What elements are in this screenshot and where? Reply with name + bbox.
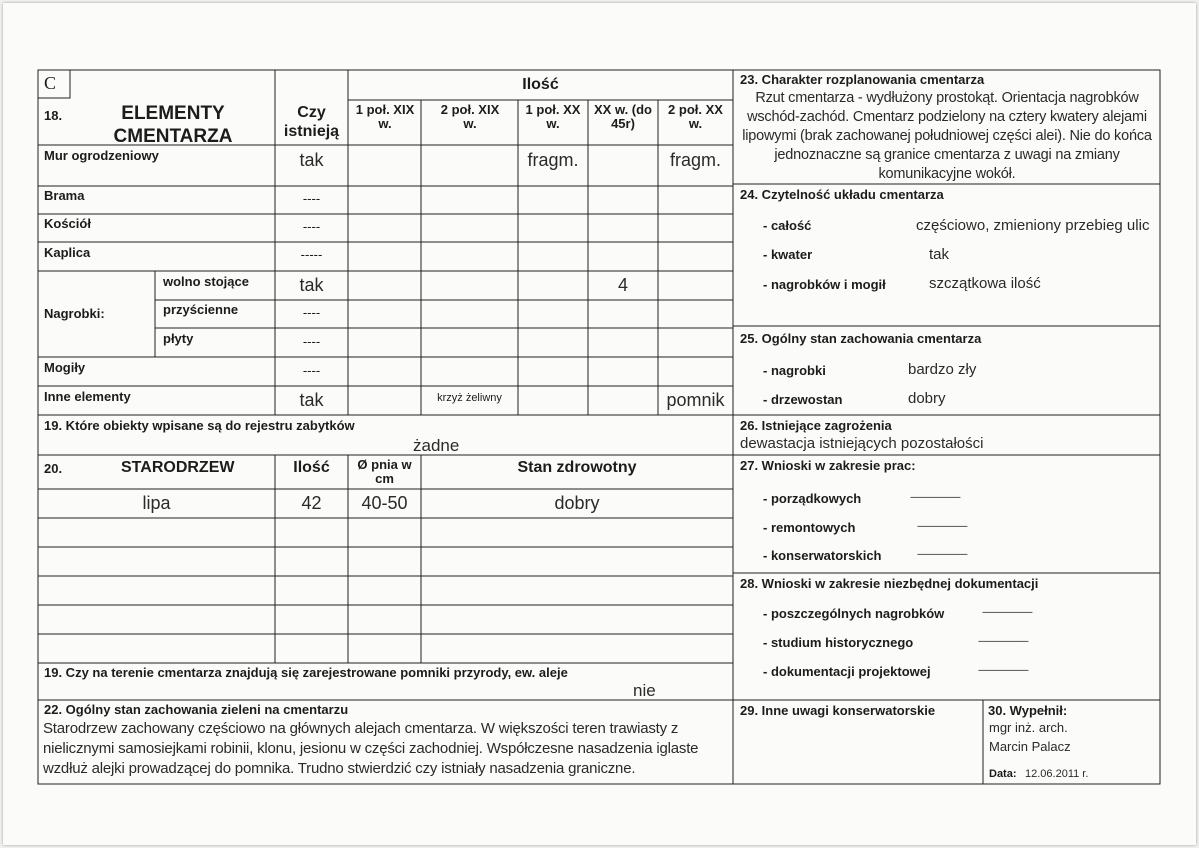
row-exists: ---- — [302, 334, 321, 349]
row-value: krzyż żeliwny — [437, 392, 502, 404]
form-sheet — [3, 3, 1196, 845]
tree-health: dobry — [554, 493, 600, 513]
greenery-state-label: 22. Ogólny stan zachowania zieleni na cmentarzu — [44, 702, 349, 717]
row-exists: tak — [299, 150, 324, 170]
documentation-label: 28. Wnioski w zakresie niezbędnej dokumentacji — [740, 576, 1039, 591]
tree-count: 42 — [301, 493, 322, 513]
documentation-item-value: ------------------------- — [982, 607, 1032, 617]
documentation-item-value: ------------------------- — [978, 665, 1028, 675]
row-exists: ----- — [300, 247, 323, 262]
row-label: wolno stojące — [163, 274, 249, 289]
cemetery-state-item-value: dobry — [908, 390, 946, 407]
documentation-item-label: - poszczególnych nagrobków — [763, 606, 945, 621]
layout-character-label: 23. Charakter rozplanowania cmentarza — [740, 72, 985, 87]
row-label: Inne elementy — [44, 389, 131, 404]
row-exists: ---- — [302, 191, 321, 206]
readability-item-label: - całość — [763, 218, 812, 233]
works-item-label: - remontowych — [763, 520, 856, 535]
greenery-state-text: Starodrzew zachowany częściowo na głównych alejach cmentarza. W większości teren trawiasty z nielicznymi samosiejkami robinii, klonu, jesionu w części zachodniej. Współczesne nasadzenia iglaste wzdłuż alejki prowadzącej do pomnika. Trudno stwierdzić czy istniały nasadzenia graniczne. — [43, 720, 699, 777]
row-label: płyty — [163, 331, 194, 346]
filled-by-title: mgr inż. arch. — [989, 720, 1068, 735]
documentation-item-label: - studium historycznego — [763, 635, 914, 650]
readability-item-label: - nagrobków i mogił — [763, 277, 886, 292]
cemetery-state-item-value: bardzo zły — [908, 361, 977, 378]
row-label: Mogiły — [44, 360, 86, 375]
works-item-value: ------------------------- — [917, 521, 967, 531]
row-label: Kaplica — [44, 245, 91, 260]
works-item-label: - porządkowych — [763, 491, 862, 506]
works-item-label: - konserwatorskich — [763, 548, 882, 563]
row-value: pomnik — [666, 390, 725, 410]
cemetery-state-item-label: - drzewostan — [763, 392, 843, 407]
tree-diameter: 40-50 — [361, 493, 408, 513]
readability-item-value: tak — [929, 246, 950, 263]
works-conclusions-label: 27. Wnioski w zakresie prac: — [740, 458, 916, 473]
works-item-value: ------------------------- — [917, 549, 967, 559]
registry-question: 19. Które obiekty wpisane są do rejestru zabytków — [44, 418, 355, 433]
readability-item-label: - kwater — [763, 247, 813, 262]
threats-value: dewastacja istniejących pozostałości — [740, 435, 984, 452]
row-label: Brama — [44, 188, 85, 203]
row-exists: ---- — [302, 219, 321, 234]
form-letter: C — [44, 73, 57, 93]
date-value: 12.06.2011 r. — [1025, 768, 1089, 780]
conservation-notes-label: 29. Inne uwagi konserwatorskie — [740, 703, 936, 718]
readability-item-value: częściowo, zmieniony przebieg ulic — [916, 217, 1150, 234]
row-value: fragm. — [669, 150, 721, 170]
tree-species: lipa — [142, 493, 171, 513]
layout-character-text: Rzut cmentarza - wydłużony prostokąt. Orientacja nagrobków wschód-zachód. Cmentarz podzielony na cztery kwatery alejami lipowymi (brak zachowanej południowej części alei). Nie do końca jednoznaczne są granice cmentarza z uwagi na zmiany komunikacyjne wokół. — [742, 90, 1152, 182]
filled-by-name: Marcin Palacz — [989, 739, 1071, 754]
section20-title: STARODRZEW — [121, 459, 235, 476]
nature-monuments-question: 19. Czy na terenie cmentarza znajdują się zarejestrowane pomniki przyrody, ew. aleje — [44, 665, 568, 680]
period-header: 2 poł. XIX w. — [440, 102, 500, 132]
registry-answer: żadne — [413, 436, 460, 455]
works-item-value: ------------------------- — [910, 492, 960, 502]
row-exists: tak — [299, 390, 324, 410]
row-exists: tak — [299, 275, 324, 295]
health-header: Stan zdrowotny — [517, 459, 637, 476]
readability-item-value: szczątkowa ilość — [929, 275, 1041, 292]
period-header: 1 poł. XIX w. — [355, 102, 415, 132]
nature-monuments-answer: nie — [633, 681, 656, 700]
section18-number: 18. — [44, 108, 63, 123]
period-header: XX w. (do 45r) — [593, 102, 653, 132]
row-label: przyścienne — [163, 302, 239, 317]
row-value: fragm. — [527, 150, 579, 170]
filled-by-label: 30. Wypełnił: — [988, 703, 1068, 718]
threats-label: 26. Istniejące zagrożenia — [740, 418, 892, 433]
quantity-header: Ilość — [522, 76, 559, 93]
row-value: 4 — [617, 275, 628, 295]
row-exists: ---- — [302, 305, 321, 320]
section18-title: ELEMENTY CMENTARZA — [113, 103, 233, 147]
cemetery-state-label: 25. Ogólny stan zachowania cmentarza — [740, 331, 982, 346]
documentation-item-value: ------------------------- — [978, 636, 1028, 646]
exists-header: Czy istnieją — [283, 104, 340, 140]
row-exists: ---- — [302, 363, 321, 378]
tree-count-header: Ilość — [293, 459, 330, 476]
period-header: 2 poł. XX w. — [668, 102, 723, 132]
gravestones-group-label: Nagrobki: — [44, 306, 105, 321]
period-header: 1 poł. XX w. — [525, 102, 581, 132]
row-label: Kościół — [44, 216, 91, 231]
documentation-item-label: - dokumentacji projektowej — [763, 664, 931, 679]
date-label: Data: — [989, 768, 1017, 780]
readability-label: 24. Czytelność układu cmentarza — [740, 187, 944, 202]
row-label: Mur ogrodzeniowy — [44, 148, 159, 163]
section20-number: 20. — [44, 461, 63, 476]
diameter-header: Ø pnia w cm — [357, 457, 412, 486]
cemetery-state-item-label: - nagrobki — [763, 363, 826, 378]
